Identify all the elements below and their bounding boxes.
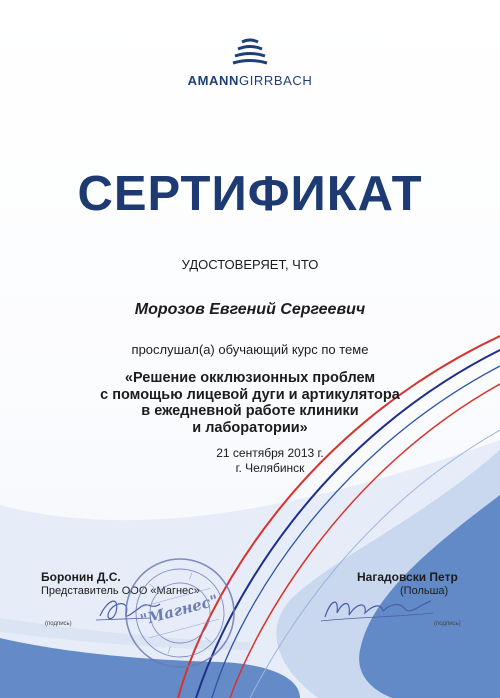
right-signatory-role: (Польша) <box>400 585 449 597</box>
course-title-line: «Решение окклюзионных проблем <box>124 370 376 386</box>
amanngirrbach-logo <box>0 38 500 88</box>
certificate-title: СЕРТИФИКАТ <box>77 167 423 221</box>
right-signature-caption: (подпись) <box>434 621 461 627</box>
left-signatory-name: Боронин Д.С. <box>41 570 121 584</box>
certificate-date: 21 сентября 2013 г. <box>216 446 324 460</box>
certifies-text: УДОСТОВЕРЯЕТ, ЧТО <box>181 257 319 272</box>
logo-text <box>0 73 500 88</box>
course-title-line: с помощью лицевой дуги и артикулятора <box>100 386 400 403</box>
course-intro: прослушал(а) обучающий курс по теме <box>131 342 369 357</box>
logo-brand-regular: GIRRBACH <box>238 73 313 88</box>
course-title <box>0 370 500 436</box>
stamp-center-text: "Магнес" <box>138 591 221 630</box>
left-signatory-role: Представитель ООО «Магнес» <box>41 585 200 597</box>
logo-wave-icon <box>230 38 270 66</box>
right-signatory-name: Нагадовски Петр <box>357 570 458 584</box>
course-title-line: в ежедневной работе клиники <box>141 403 359 419</box>
logo-brand-bold: AMANN <box>187 73 239 88</box>
right-signature <box>317 587 437 627</box>
certificate-city: г. Челябинск <box>235 461 305 475</box>
left-signature-caption: (подпись) <box>45 621 72 627</box>
recipient-name: Морозов Евгений Сергеевич <box>134 301 366 318</box>
course-title-line: и лаборатории» <box>192 419 308 436</box>
